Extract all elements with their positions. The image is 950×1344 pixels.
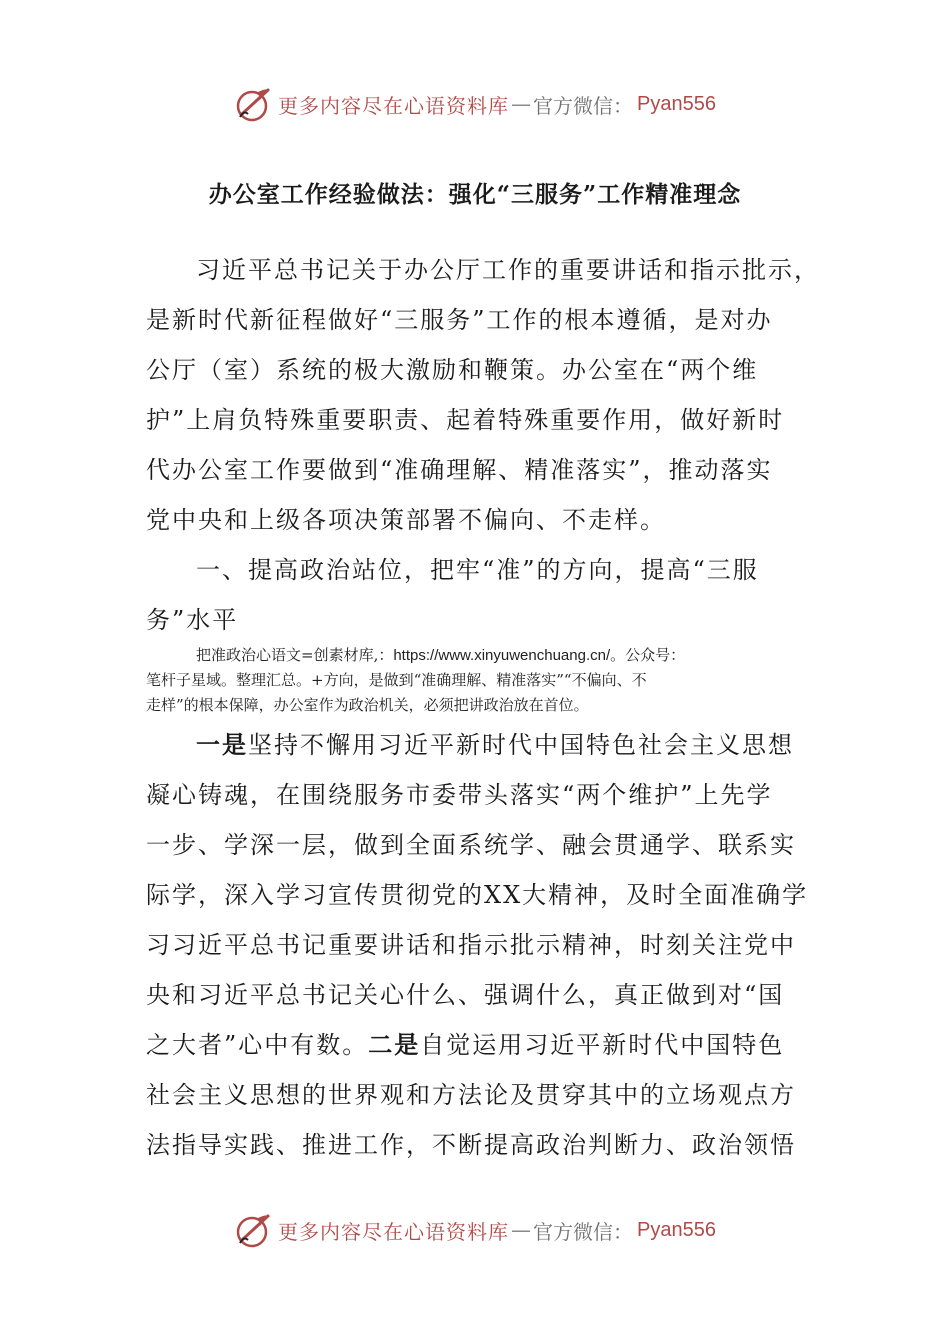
para2-line-3: 一步、学深一层，做到全面系统学、融会贯通学、联系实 bbox=[146, 831, 796, 859]
small-note-line-3: 走样”的根本保障，办公室作为政治机关，必须把讲政治放在首位。 bbox=[146, 696, 589, 714]
quill-logo-icon bbox=[234, 84, 274, 124]
banner-dash: — bbox=[511, 92, 532, 116]
brand-text: 更多内容尽在心语资料库 bbox=[278, 1219, 510, 1244]
brand-text: 更多内容尽在心语资料库 bbox=[278, 93, 510, 118]
para2-line-7-pre: 之大者”心中有数。 bbox=[146, 1031, 369, 1059]
para2-line-5: 习习近平总书记重要讲话和指示批示精神，时刻关注党中 bbox=[146, 931, 796, 959]
small-note-line-2: 笔杆子星域。整理汇总。+方向，是做到“准确理解、精准落实”“不偏向、不 bbox=[146, 671, 647, 689]
para2-line-7 bbox=[146, 1030, 784, 1060]
para2-line-9: 法指导实践、推进工作，不断提高政治判断力、政治领悟 bbox=[146, 1131, 796, 1159]
small-note-line-1 bbox=[196, 644, 685, 667]
header-watermark-banner bbox=[0, 82, 950, 126]
para2-line-2: 凝心铸魂，在围绕服务市委带头落实“两个维护”上先学 bbox=[146, 781, 773, 809]
para1-line-1: 习近平总书记关于办公厅工作的重要讲话和指示批示， bbox=[196, 256, 820, 284]
para2-line-1 bbox=[196, 730, 794, 760]
para1-line-2: 是新时代新征程做好“三服务”工作的根本遵循，是对办 bbox=[146, 306, 773, 334]
wechat-label: 官方微信： bbox=[533, 93, 634, 118]
banner-dash: — bbox=[511, 1218, 532, 1242]
wechat-id: Pyan556 bbox=[637, 1218, 716, 1241]
point-one-marker: 一是 bbox=[196, 730, 248, 759]
wechat-label: 官方微信： bbox=[533, 1219, 634, 1244]
para2-line-6: 央和习近平总书记关心什么、强调什么，真正做到对“国 bbox=[146, 981, 785, 1009]
wechat-id: Pyan556 bbox=[637, 92, 716, 115]
para2-line-4: 际学，深入学习宣传贯彻党的XX大精神，及时全面准确学 bbox=[146, 881, 809, 909]
para1-line-5: 代办公室工作要做到“准确理解、精准落实”，推动落实 bbox=[146, 456, 773, 484]
quill-logo-icon bbox=[234, 1210, 274, 1250]
para2-line-7-post: 自觉运用习近平新时代中国特色 bbox=[420, 1031, 785, 1059]
para1-line-4: 护”上肩负特殊重要职责、起着特殊重要作用，做好新时 bbox=[146, 406, 785, 434]
small-note-prefix: 把准政治心语文=创素材库,： bbox=[196, 646, 394, 664]
point-two-marker: 二是 bbox=[368, 1030, 421, 1059]
heading1-line-2: 务”水平 bbox=[146, 606, 239, 634]
para2-line-8: 社会主义思想的世界观和方法论及贯穿其中的立场观点方 bbox=[146, 1081, 796, 1109]
heading1-line-1: 一、提高政治站位，把牢“准”的方向，提高“三服 bbox=[196, 556, 759, 584]
document-title: 办公室工作经验做法：强化“三服务”工作精准理念 bbox=[208, 181, 742, 208]
para2-line-1-text: 坚持不懈用习近平新时代中国特色社会主义思想 bbox=[248, 731, 794, 759]
para1-line-3: 公厅（室）系统的极大激励和鞭策。办公室在“两个维 bbox=[146, 356, 759, 384]
para1-line-6: 党中央和上级各项决策部署不偏向、不走样。 bbox=[146, 506, 666, 534]
small-note-suffix: 。公众号： bbox=[610, 646, 686, 664]
footer-watermark-banner bbox=[0, 1208, 950, 1252]
website-url[interactable]: https://www.xinyuwenchuang.cn/ bbox=[393, 647, 611, 664]
